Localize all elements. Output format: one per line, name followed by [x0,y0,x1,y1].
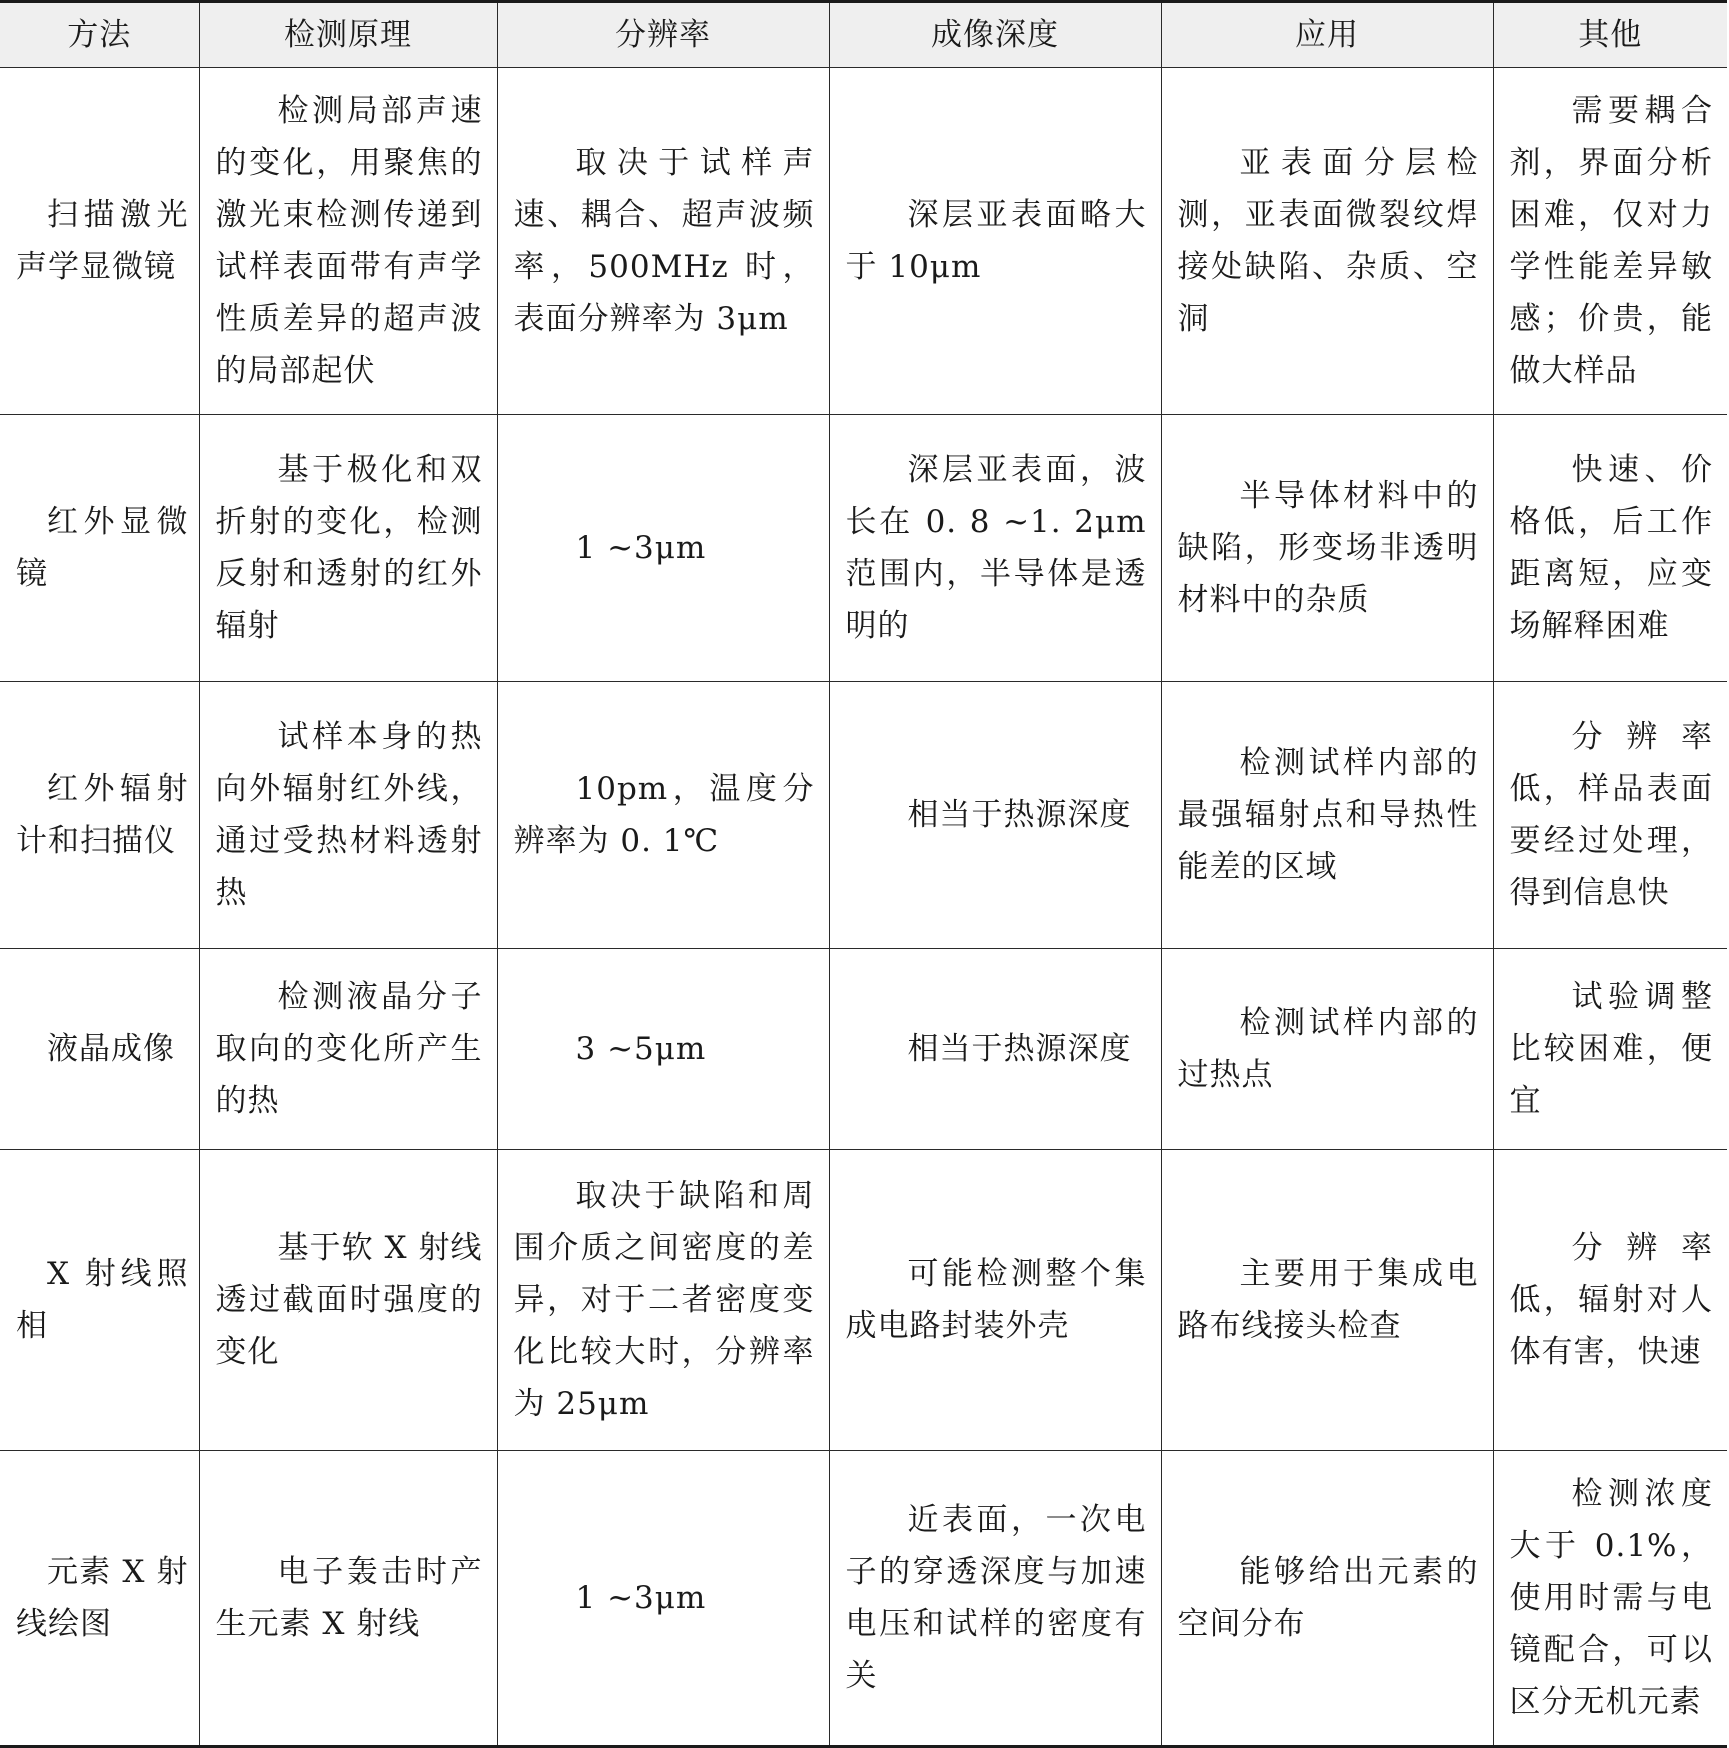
table-row [0,682,1727,949]
cell-resolution: 1 ~3μm [497,415,829,682]
cell-other: 分辨率低，辐射对人体有害，快速 [1493,1150,1727,1451]
cell-depth: 相当于热源深度 [829,682,1161,949]
cell-resolution: 1 ~3μm [497,1451,829,1747]
cell-method: 液晶成像 [0,949,199,1150]
cell-method: 扫描激光声学显微镜 [0,68,199,415]
cell-depth: 可能检测整个集成电路封装外壳 [829,1150,1161,1451]
cell-other: 试验调整比较困难，便宜 [1493,949,1727,1150]
header-resolution: 分辨率 [497,2,829,68]
cell-principle: 基于软 X 射线透过截面时强度的变化 [199,1150,497,1451]
header-method: 方法 [0,2,199,68]
header-principle: 检测原理 [199,2,497,68]
cell-application: 主要用于集成电路布线接头检查 [1161,1150,1493,1451]
cell-other: 检测浓度大于 0.1%，使用时需与电镜配合，可以区分无机元素 [1493,1451,1727,1747]
table-row [0,68,1727,415]
table-row [0,949,1727,1150]
cell-application: 检测试样内部的过热点 [1161,949,1493,1150]
cell-principle: 试样本身的热向外辐射红外线，通过受热材料透射热 [199,682,497,949]
cell-depth: 相当于热源深度 [829,949,1161,1150]
cell-principle: 检测液晶分子取向的变化所产生的热 [199,949,497,1150]
cell-application: 检测试样内部的最强辐射点和导热性能差的区域 [1161,682,1493,949]
table-row [0,1451,1727,1747]
cell-other: 需要耦合剂，界面分析困难，仅对力学性能差异敏感；价贵，能做大样品 [1493,68,1727,415]
table-row [0,1150,1727,1451]
header-depth: 成像深度 [829,2,1161,68]
cell-resolution: 取决于缺陷和周围介质之间密度的差异，对于二者密度变化比较大时，分辨率为 25μm [497,1150,829,1451]
cell-method: 红外辐射计和扫描仪 [0,682,199,949]
cell-depth: 近表面，一次电子的穿透深度与加速电压和试样的密度有关 [829,1451,1161,1747]
cell-method: 元素 X 射线绘图 [0,1451,199,1747]
cell-resolution: 取决于试样声速、耦合、超声波频率，500MHz 时，表面分辨率为 3μm [497,68,829,415]
header-other: 其他 [1493,2,1727,68]
cell-depth: 深层亚表面，波长在 0. 8 ~1. 2μm 范围内，半导体是透明的 [829,415,1161,682]
cell-resolution: 3 ~5μm [497,949,829,1150]
cell-other: 分辨率低，样品表面要经过处理，得到信息快 [1493,682,1727,949]
cell-depth: 深层亚表面略大于 10μm [829,68,1161,415]
header-application: 应用 [1161,2,1493,68]
cell-principle: 检测局部声速的变化，用聚焦的激光束检测传递到试样表面带有声学性质差异的超声波的局部起伏 [199,68,497,415]
cell-principle: 基于极化和双折射的变化，检测反射和透射的红外辐射 [199,415,497,682]
cell-resolution: 10pm，温度分辨率为 0. 1℃ [497,682,829,949]
cell-application: 能够给出元素的空间分布 [1161,1451,1493,1747]
cell-application: 半导体材料中的缺陷，形变场非透明材料中的杂质 [1161,415,1493,682]
cell-method: 红外显微镜 [0,415,199,682]
table-header-row [0,2,1727,68]
cell-application: 亚表面分层检测，亚表面微裂纹焊接处缺陷、杂质、空洞 [1161,68,1493,415]
table-row [0,415,1727,682]
cell-principle: 电子轰击时产生元素 X 射线 [199,1451,497,1747]
cell-other: 快速、价格低，后工作距离短，应变场解释困难 [1493,415,1727,682]
cell-method: X 射线照相 [0,1150,199,1451]
